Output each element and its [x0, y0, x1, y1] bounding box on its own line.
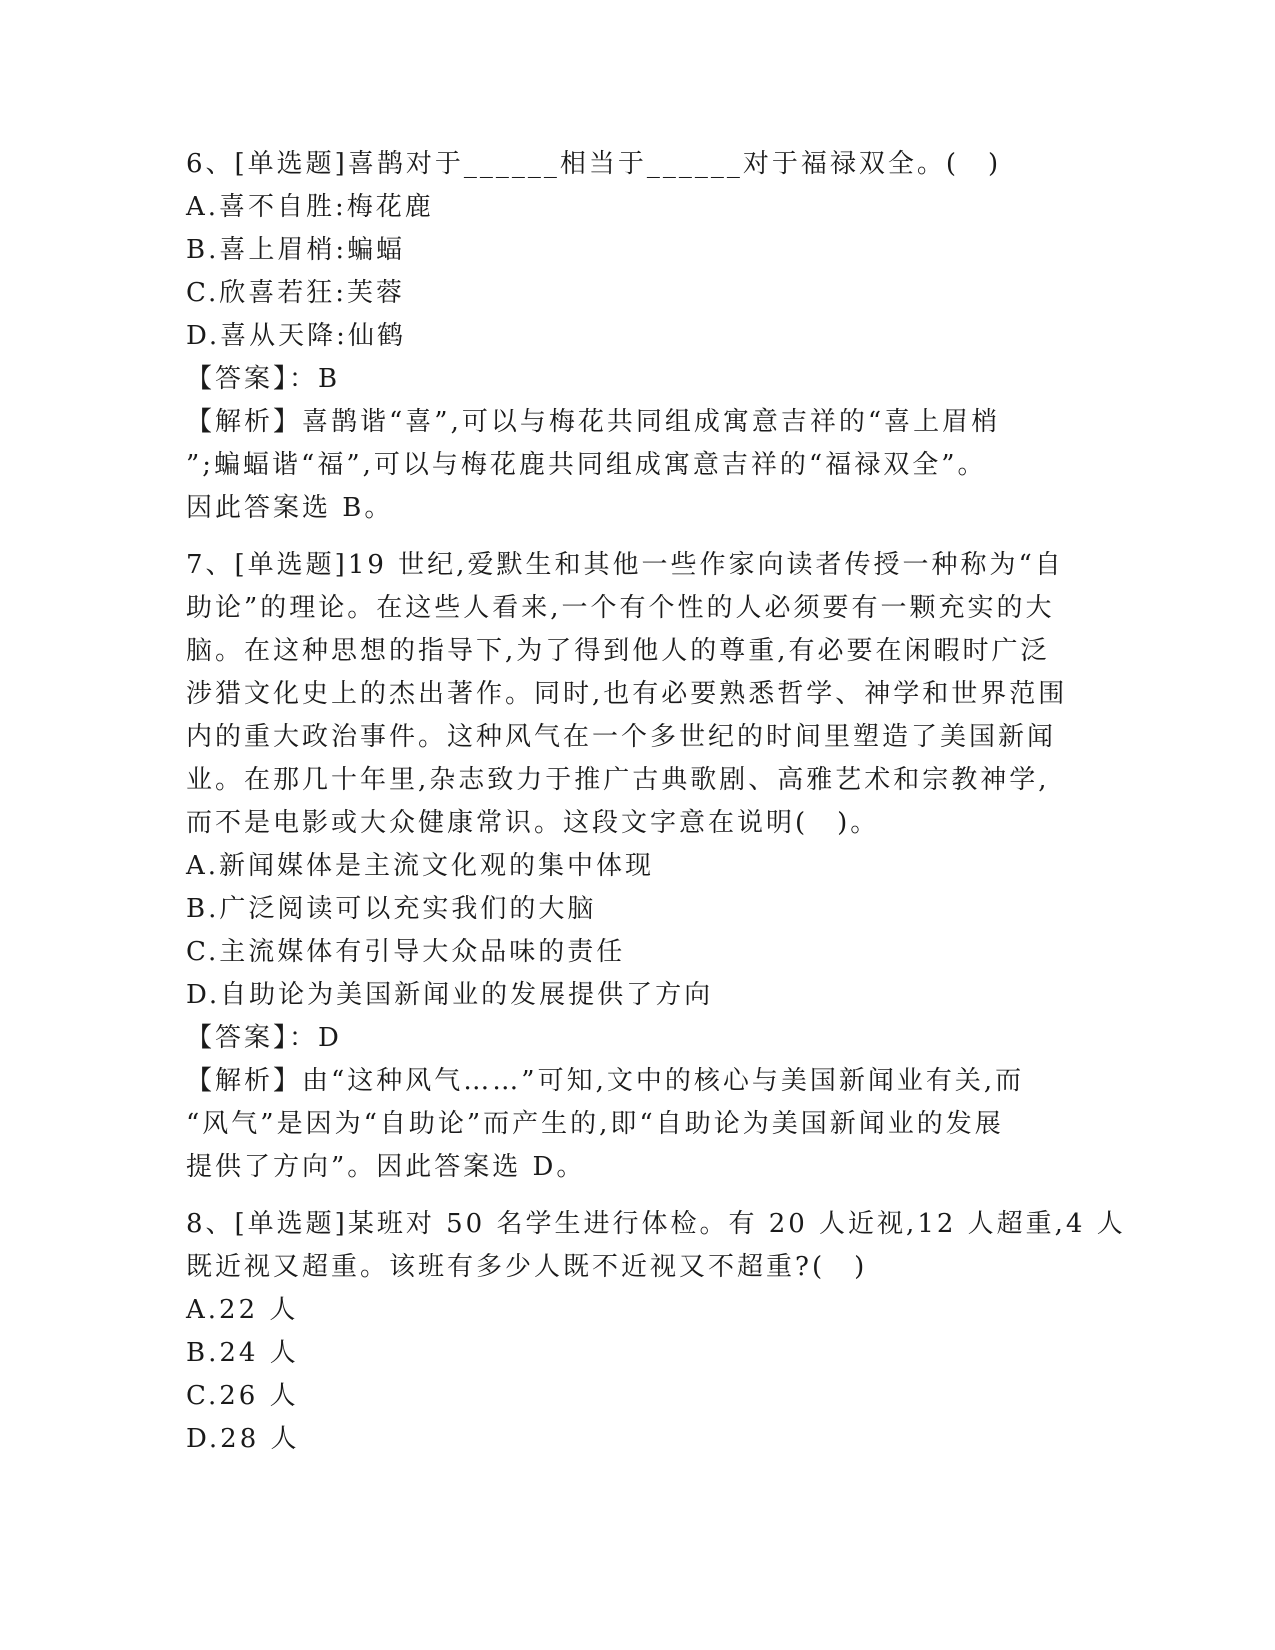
question-stem: 7、[单选题]19 世纪,爱默生和其他一些作家向读者传授一种称为“自 — [186, 550, 1064, 580]
analysis-label: 【解析】 — [186, 1066, 303, 1096]
question-stem: 业。在那几十年里,杂志致力于推广古典歌剧、高雅艺术和宗教神学, — [186, 765, 1050, 795]
analysis-text: 提供了方向”。因此答案选 D。 — [186, 1152, 586, 1182]
option-d: D.28 人 — [186, 1424, 300, 1454]
question-stem: 既近视又超重。该班有多少人既不近视又不超重?( ) — [186, 1252, 868, 1282]
answer-line — [186, 358, 1086, 401]
question-7 — [186, 544, 1086, 1189]
question-stem: 6、[单选题]喜鹊对于______相当于______对于福禄双全。( ) — [186, 149, 1002, 179]
question-stem: 而不是电影或大众健康常识。这段文字意在说明( )。 — [186, 808, 880, 838]
answer-label: 【答案】： — [186, 1023, 319, 1053]
question-stem: 助论”的理论。在这些人看来,一个有个性的人必须要有一颗充实的大 — [186, 593, 1055, 623]
question-stem: 内的重大政治事件。这种风气在一个多世纪的时间里塑造了美国新闻 — [186, 722, 1057, 752]
analysis-text: ”;蝙蝠谐“福”,可以与梅花鹿共同组成寓意吉祥的“福禄双全”。 — [186, 450, 987, 480]
question-stem: 8、[单选题]某班对 50 名学生进行体检。有 20 人近视,12 人超重,4 人 — [186, 1209, 1126, 1239]
analysis-text: 喜鹊谐“喜”,可以与梅花共同组成寓意吉祥的“喜上眉梢 — [302, 407, 1001, 437]
option-c: C.主流媒体有引导大众品味的责任 — [186, 937, 626, 967]
question-stem: 脑。在这种思想的指导下,为了得到他人的尊重,有必要在闲暇时广泛 — [186, 636, 1050, 666]
question-stem: 涉猎文化史上的杰出著作。同时,也有必要熟悉哲学、神学和世界范围 — [186, 679, 1068, 709]
analysis-text: “风气”是因为“自助论”而产生的,即“自助论为美国新闻业的发展 — [186, 1109, 1004, 1139]
document-page — [186, 143, 1126, 1475]
option-a: A.22 人 — [186, 1295, 299, 1325]
analysis-line — [186, 1060, 1086, 1103]
answer-value: D — [318, 1023, 342, 1053]
option-a: A.喜不自胜:梅花鹿 — [186, 192, 434, 222]
analysis-label: 【解析】 — [186, 407, 303, 437]
answer-label: 【答案】： — [186, 364, 319, 394]
analysis-line — [186, 401, 1086, 444]
analysis-text: 因此答案选 B。 — [186, 493, 394, 523]
analysis-text: 由“这种风气……”可知,文中的核心与美国新闻业有关,而 — [302, 1066, 1025, 1096]
option-c: C.欣喜若狂:芙蓉 — [186, 278, 405, 308]
answer-line — [186, 1017, 1086, 1060]
option-a: A.新闻媒体是主流文化观的集中体现 — [186, 851, 655, 881]
option-b: B.喜上眉梢:蝙蝠 — [186, 235, 406, 265]
option-d: D.自助论为美国新闻业的发展提供了方向 — [186, 980, 714, 1010]
question-6 — [186, 143, 1086, 530]
option-b: B.24 人 — [186, 1338, 299, 1368]
question-8 — [186, 1203, 1126, 1461]
option-c: C.26 人 — [186, 1381, 299, 1411]
option-b: B.广泛阅读可以充实我们的大脑 — [186, 894, 597, 924]
option-d: D.喜从天降:仙鹤 — [186, 321, 406, 351]
answer-value: B — [318, 364, 341, 394]
